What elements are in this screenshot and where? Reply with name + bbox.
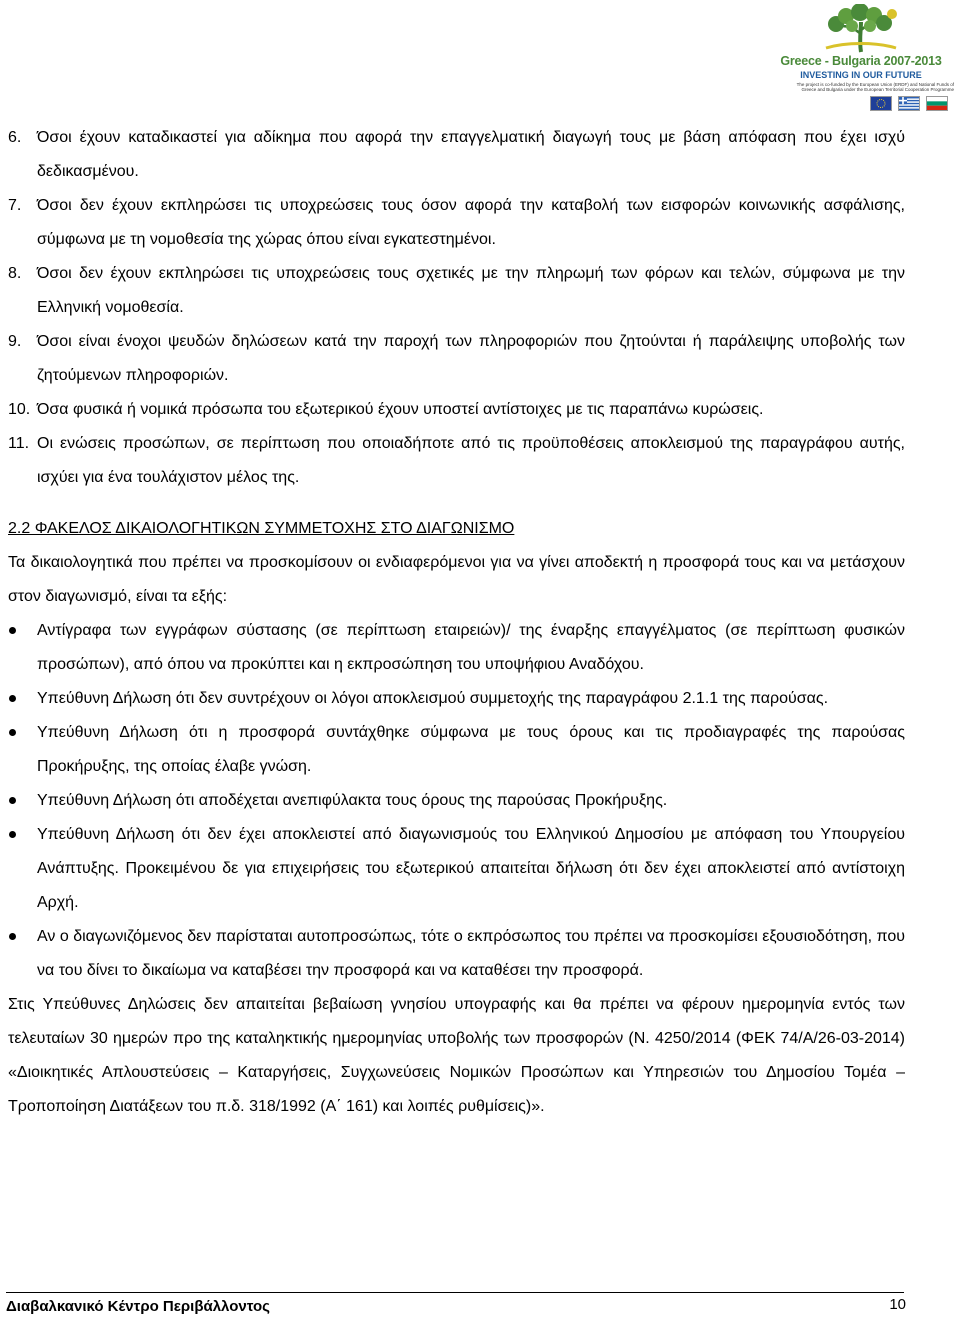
list-item <box>8 716 905 784</box>
list-item-text: Υπεύθυνη Δήλωση ότι δεν έχει αποκλειστεί από διαγωνισμούς του Ελληνικού Δημοσίου με απόφαση του Υπουργείου Ανάπτυξης. Προκειμένου δε για επιχειρήσεις του εξωτερικού απαιτείται δήλωση ότι δεν έχει αποκλειστεί από αντίστοιχη Αρχή. <box>37 826 905 911</box>
item-text: Όσοι είναι ένοχοι ψευδών δηλώσεων κατά την παροχή των πληροφοριών που ζητούνται ή παράλειψης υποβολής των ζητούμενων πληροφοριών. <box>37 333 905 384</box>
greek-flag-icon <box>898 96 920 111</box>
item-number: 8. <box>8 265 22 282</box>
exclusion-item-9 <box>8 325 905 393</box>
flags <box>870 96 948 111</box>
item-text: Οι ενώσεις προσώπων, σε περίπτωση που οποιαδήποτε από τις προϋποθέσεις αποκλεισμού της παραγράφου αυτής, ισχύει για ένα τουλάχιστον μέλος της. <box>37 435 905 486</box>
item-number: 9. <box>8 333 22 350</box>
section-intro: Τα δικαιολογητικά που πρέπει να προσκομίσουν οι ενδιαφερόμενοι για να γίνει αποδεκτή η προσφορά τους και να μετάσχουν στον διαγωνισμό, είναι τα εξής: <box>8 554 905 605</box>
footer-organization: Διαβαλκανικό Κέντρο Περιβάλλοντος <box>6 1298 270 1315</box>
logo-title: Greece - Bulgaria 2007-2013 <box>780 54 942 68</box>
exclusion-item-10 <box>8 393 905 427</box>
logo-subtitle: INVESTING IN OUR FUTURE <box>800 70 922 80</box>
list-item-text: Υπεύθυνη Δήλωση ότι δεν συντρέχουν οι λόγοι αποκλεισμού συμμετοχής της παραγράφου 2.1.1 της παρούσας. <box>37 690 829 707</box>
list-item <box>8 784 905 818</box>
item-number: 6. <box>8 129 22 146</box>
item-text: Όσοι δεν έχουν εκπληρώσει τις υποχρεώσεις τους σχετικές με την πληρωμή των φόρων και τελών, σύμφωνα με την Ελληνική νομοθεσία. <box>37 265 905 316</box>
item-number: 11. <box>8 435 30 452</box>
bullet-icon <box>9 831 16 838</box>
document-body <box>8 121 905 1124</box>
list-item-text: Αν ο διαγωνιζόμενος δεν παρίσταται αυτοπροσώπως, τότε ο εκπρόσωπος του πρέπει να προσκομίσει εξουσιοδότηση, που να του δίνει το δικαίωμα να καταβέσει την προσφορά και να καταθέσει την προσφορά. <box>37 928 905 979</box>
page-number: 10 <box>889 1296 906 1313</box>
exclusion-item-6 <box>8 121 905 189</box>
item-number: 7. <box>8 197 22 214</box>
list-item <box>8 682 905 716</box>
list-item <box>8 614 905 682</box>
bullet-icon <box>9 627 16 634</box>
bulgarian-flag-icon <box>926 96 948 111</box>
exclusion-item-11 <box>8 427 905 495</box>
list-item-text: Υπεύθυνη Δήλωση ότι αποδέχεται ανεπιφύλακτα τους όρους της παρούσας Προκήρυξης. <box>37 792 668 809</box>
closing-paragraph: Στις Υπεύθυνες Δηλώσεις δεν απαιτείται βεβαίωση γνησίου υπογραφής και θα πρέπει να φέρουν ημερομηνία εντός των τελευταίων 30 ημερών προ της καταληκτικής ημερομηνίας υποβολής των προσφορών (Ν. 4250/2014 (ΦΕΚ 74/Α/26-03-2014) «Διοικητικές Απλουστεύσεις – Καταργήσεις, Συγχωνεύσεις Νομικών Προσώπων και Υπηρεσιών του Δημοσίου Τομέα – Τροποποίηση Διατάξεων του π.δ. 318/1992 (Α΄ 161) και λοιπές ρυθμίσεις)». <box>8 996 905 1115</box>
list-item <box>8 818 905 920</box>
logo-small-print: The project is co-funded by the European Union (ERDF) and National Funds of Greece and Bulgaria under the European Territorial Cooperation Programme <box>796 82 954 92</box>
list-item <box>8 920 905 988</box>
item-text: Όσοι δεν έχουν εκπληρώσει τις υποχρεώσεις τους όσον αφορά την καταβολή των εισφορών κοινωνικής ασφάλισης, σύμφωνα με τη νομοθεσία της χώρας όπου είναι εγκατεστημένοι. <box>37 197 905 248</box>
tree-logo-icon <box>766 4 956 54</box>
item-text: Όσα φυσικά ή νομικά πρόσωπα του εξωτερικού έχουν υποστεί αντίστοιχες με τις παραπάνω κυρώσεις. <box>37 401 764 418</box>
bullet-icon <box>9 695 16 702</box>
list-item-text: Αντίγραφα των εγγράφων σύστασης (σε περίπτωση εταιρειών)/ της έναρξης επαγγέλματος (σε περίπτωση φυσικών προσώπων), από όπου να προκύπτει και η εκπροσώπηση του υποψήφιου Αναδόχου. <box>37 622 905 673</box>
spacer <box>8 495 905 512</box>
footer-rule <box>6 1292 904 1293</box>
bullet-icon <box>9 797 16 804</box>
item-number: 10. <box>8 401 31 418</box>
eu-flag-icon <box>870 96 892 111</box>
requirements-list <box>8 614 905 988</box>
bullet-icon <box>9 729 16 736</box>
exclusion-item-7 <box>8 189 905 257</box>
bullet-icon <box>9 933 16 940</box>
exclusion-item-8 <box>8 257 905 325</box>
programme-logo <box>766 4 956 102</box>
list-item-text: Υπεύθυνη Δήλωση ότι η προσφορά συντάχθηκε σύμφωνα με τους όρους και τις προδιαγραφές της παρούσας Προκήρυξης, της οποίας έλαβε γνώση. <box>37 724 905 775</box>
section-heading: 2.2 ΦΑΚΕΛΟΣ ΔΙΚΑΙΟΛΟΓΗΤΙΚΩΝ ΣΥΜΜΕΤΟΧΗΣ ΣΤΟ ΔΙΑΓΩΝΙΣΜΟ <box>8 520 515 537</box>
item-text: Όσοι έχουν καταδικαστεί για αδίκημα που αφορά την επαγγελματική διαγωγή τους με βάση απόφαση που έχει ισχύ δεδικασμένου. <box>37 129 905 180</box>
